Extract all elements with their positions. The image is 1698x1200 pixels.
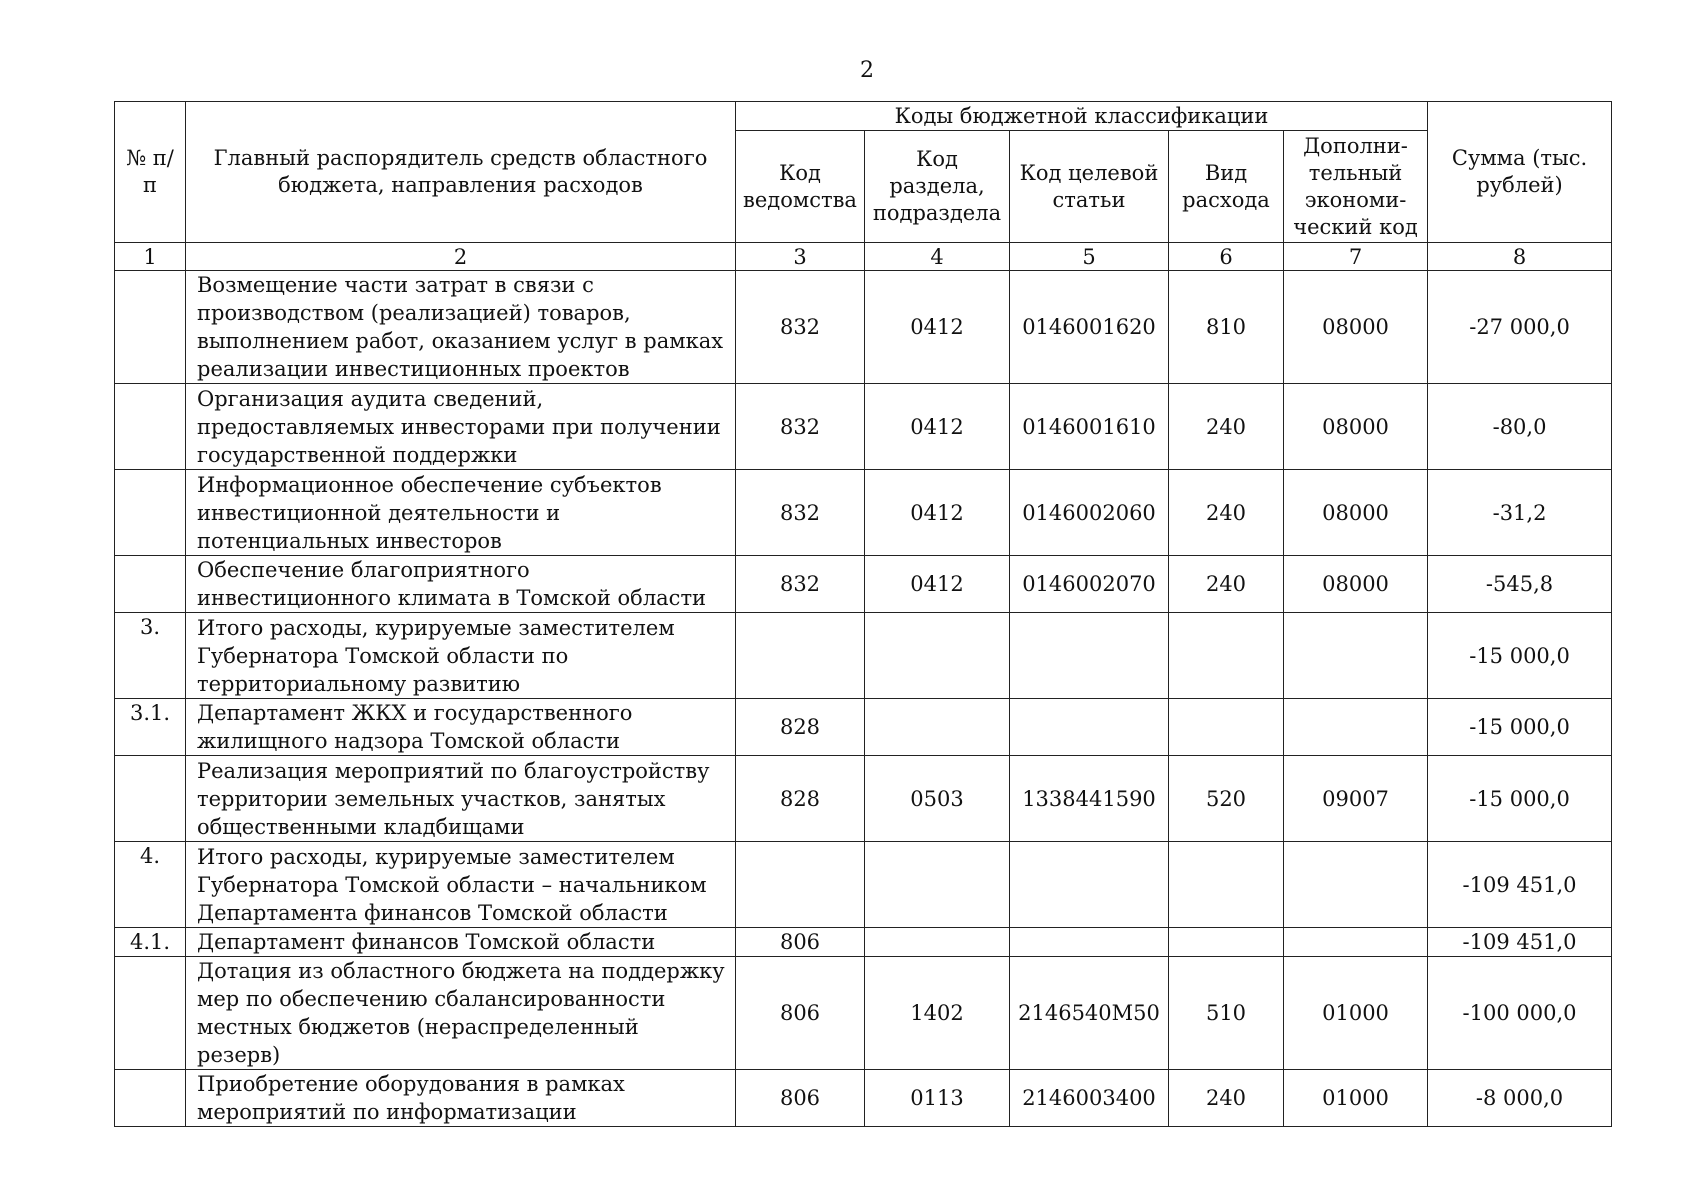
row-sum: -15 000,0 xyxy=(1428,613,1612,699)
budget-table xyxy=(114,101,1612,1127)
row-description: Информационное обеспечение субъектов инвестиционной деятельности и потенциальных инвесторов xyxy=(186,470,736,556)
row-section-code xyxy=(865,613,1010,699)
row-target-code xyxy=(1010,928,1169,957)
row-target-code: 2146540М50 xyxy=(1010,957,1169,1070)
header-description: Главный распорядитель средств областного бюджета, направления расходов xyxy=(186,102,736,243)
row-sum: -100 000,0 xyxy=(1428,957,1612,1070)
row-expense-type: 240 xyxy=(1169,384,1284,470)
row-sum: -109 451,0 xyxy=(1428,842,1612,928)
header-dept-code: Код ведомства xyxy=(736,131,865,243)
row-dept-code: 828 xyxy=(736,699,865,756)
row-section-code xyxy=(865,842,1010,928)
row-target-code xyxy=(1010,842,1169,928)
column-index: 4 xyxy=(865,243,1010,271)
table-row xyxy=(115,756,1612,842)
row-econ-code: 01000 xyxy=(1284,1070,1428,1127)
row-expense-type: 240 xyxy=(1169,556,1284,613)
row-num xyxy=(115,384,186,470)
table-row xyxy=(115,384,1612,470)
header-num: № п/п xyxy=(115,102,186,243)
row-section-code: 0412 xyxy=(865,271,1010,384)
row-description: Итого расходы, курируемые заместителем Губернатора Томской области по территориальному развитию xyxy=(186,613,736,699)
row-description: Реализация мероприятий по благоустройству территории земельных участков, занятых общественными кладбищами xyxy=(186,756,736,842)
column-index: 5 xyxy=(1010,243,1169,271)
table-row xyxy=(115,271,1612,384)
row-expense-type: 510 xyxy=(1169,957,1284,1070)
row-section-code: 0113 xyxy=(865,1070,1010,1127)
row-dept-code: 832 xyxy=(736,556,865,613)
row-target-code: 0146002060 xyxy=(1010,470,1169,556)
row-econ-code: 09007 xyxy=(1284,756,1428,842)
row-description: Дотация из областного бюджета на поддержку мер по обеспечению сбалансированности местных бюджетов (нераспределенный резерв) xyxy=(186,957,736,1070)
row-target-code xyxy=(1010,699,1169,756)
row-econ-code xyxy=(1284,842,1428,928)
column-index: 7 xyxy=(1284,243,1428,271)
column-index-row xyxy=(115,243,1612,271)
row-target-code: 1338441590 xyxy=(1010,756,1169,842)
table-row xyxy=(115,1070,1612,1127)
row-econ-code: 08000 xyxy=(1284,271,1428,384)
row-dept-code: 806 xyxy=(736,1070,865,1127)
row-sum: -109 451,0 xyxy=(1428,928,1612,957)
row-description: Департамент ЖКХ и государственного жилищного надзора Томской области xyxy=(186,699,736,756)
row-econ-code: 08000 xyxy=(1284,384,1428,470)
row-description: Обеспечение благоприятного инвестиционного климата в Томской области xyxy=(186,556,736,613)
row-section-code: 0412 xyxy=(865,556,1010,613)
row-description: Департамент финансов Томской области xyxy=(186,928,736,957)
row-dept-code: 806 xyxy=(736,957,865,1070)
header-section-code: Код раздела, подраздела xyxy=(865,131,1010,243)
column-index: 8 xyxy=(1428,243,1612,271)
row-sum: -545,8 xyxy=(1428,556,1612,613)
row-econ-code xyxy=(1284,928,1428,957)
row-expense-type xyxy=(1169,842,1284,928)
row-dept-code: 832 xyxy=(736,470,865,556)
header-expense-type: Вид расхода xyxy=(1169,131,1284,243)
row-expense-type: 520 xyxy=(1169,756,1284,842)
table-row xyxy=(115,470,1612,556)
row-sum: -80,0 xyxy=(1428,384,1612,470)
row-econ-code: 08000 xyxy=(1284,470,1428,556)
row-num xyxy=(115,756,186,842)
row-num: 3. xyxy=(115,613,186,699)
row-target-code: 0146002070 xyxy=(1010,556,1169,613)
row-dept-code xyxy=(736,613,865,699)
row-description: Возмещение части затрат в связи с производством (реализацией) товаров, выполнением работ, оказанием услуг в рамках реализации инвестиционных проектов xyxy=(186,271,736,384)
row-description: Организация аудита сведений, предоставляемых инвесторами при получении государственной поддержки xyxy=(186,384,736,470)
row-sum: -31,2 xyxy=(1428,470,1612,556)
row-expense-type: 240 xyxy=(1169,1070,1284,1127)
table-row xyxy=(115,556,1612,613)
row-expense-type xyxy=(1169,928,1284,957)
row-econ-code: 08000 xyxy=(1284,556,1428,613)
row-description: Итого расходы, курируемые заместителем Губернатора Томской области – начальником Департамента финансов Томской области xyxy=(186,842,736,928)
row-econ-code: 01000 xyxy=(1284,957,1428,1070)
row-section-code xyxy=(865,928,1010,957)
row-num: 4.1. xyxy=(115,928,186,957)
table-row xyxy=(115,842,1612,928)
row-dept-code: 832 xyxy=(736,384,865,470)
row-expense-type xyxy=(1169,699,1284,756)
column-index: 1 xyxy=(115,243,186,271)
row-section-code: 1402 xyxy=(865,957,1010,1070)
row-section-code: 0412 xyxy=(865,384,1010,470)
row-target-code xyxy=(1010,613,1169,699)
row-target-code: 0146001610 xyxy=(1010,384,1169,470)
page-number: 2 xyxy=(860,58,874,83)
row-sum: -27 000,0 xyxy=(1428,271,1612,384)
row-num xyxy=(115,556,186,613)
header-sum: Сумма (тыс. рублей) xyxy=(1428,102,1612,243)
row-num xyxy=(115,957,186,1070)
row-dept-code: 806 xyxy=(736,928,865,957)
row-sum: -15 000,0 xyxy=(1428,756,1612,842)
row-num xyxy=(115,470,186,556)
column-index: 6 xyxy=(1169,243,1284,271)
row-num xyxy=(115,1070,186,1127)
row-num: 4. xyxy=(115,842,186,928)
header-budget-codes: Коды бюджетной классификации xyxy=(736,102,1428,131)
row-dept-code xyxy=(736,842,865,928)
row-econ-code xyxy=(1284,699,1428,756)
column-index: 2 xyxy=(186,243,736,271)
row-dept-code: 832 xyxy=(736,271,865,384)
row-target-code: 0146001620 xyxy=(1010,271,1169,384)
table-row xyxy=(115,613,1612,699)
row-target-code: 2146003400 xyxy=(1010,1070,1169,1127)
row-section-code xyxy=(865,699,1010,756)
row-num xyxy=(115,271,186,384)
row-section-code: 0412 xyxy=(865,470,1010,556)
row-sum: -15 000,0 xyxy=(1428,699,1612,756)
row-dept-code: 828 xyxy=(736,756,865,842)
header-target-code: Код целевой статьи xyxy=(1010,131,1169,243)
table-row xyxy=(115,957,1612,1070)
row-expense-type: 810 xyxy=(1169,271,1284,384)
row-econ-code xyxy=(1284,613,1428,699)
column-index: 3 xyxy=(736,243,865,271)
row-section-code: 0503 xyxy=(865,756,1010,842)
table-row xyxy=(115,699,1612,756)
row-expense-type xyxy=(1169,613,1284,699)
header-econ-code: Дополни-тельный экономи-ческий код xyxy=(1284,131,1428,243)
row-description: Приобретение оборудования в рамках мероприятий по информатизации xyxy=(186,1070,736,1127)
table-row xyxy=(115,928,1612,957)
row-num: 3.1. xyxy=(115,699,186,756)
row-sum: -8 000,0 xyxy=(1428,1070,1612,1127)
row-expense-type: 240 xyxy=(1169,470,1284,556)
